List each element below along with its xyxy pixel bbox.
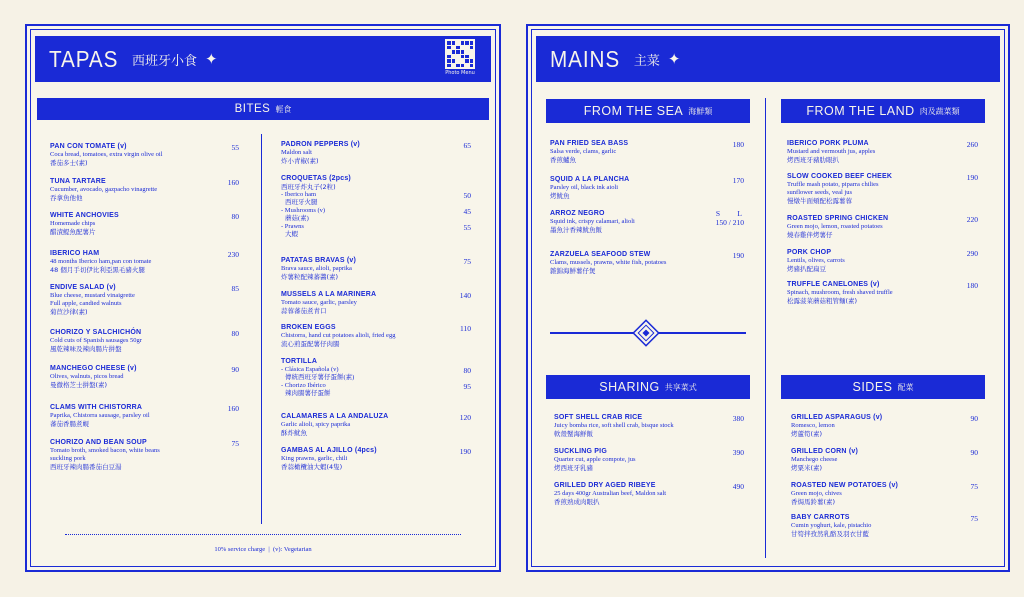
item-description: 48 months Iberico ham,pan con tomate — [50, 258, 152, 265]
option-price: 55 — [463, 223, 471, 232]
land-title-zh: 肉及蔬菜類 — [919, 106, 960, 116]
item-name: PADRON PEPPERS (v) — [281, 141, 360, 148]
item-name-zh: 松露菠菜蘑菇粗管麵(素) — [787, 297, 858, 305]
item-name-zh: 風乾辣味及辣肉腸片拼盤 — [50, 345, 122, 353]
item-description: Romesco, lemon — [791, 422, 835, 429]
item-name: CALAMARES A LA ANDALUZA — [281, 413, 389, 420]
item-name: ENDIVE SALAD (v) — [50, 284, 116, 291]
mains-title: MAINS — [550, 45, 621, 72]
item-name-zh: 香煎鱸魚 — [550, 156, 576, 164]
item-name-zh: 烤魷魚 — [550, 192, 570, 200]
menu-item — [281, 141, 360, 165]
item-description: Blue cheese, mustard vinaigrette — [50, 292, 135, 299]
item-price: 75 — [970, 514, 978, 523]
item-price: 90 — [970, 414, 978, 423]
item-name-zh: 雜錦海鮮薯仔煲 — [550, 267, 596, 275]
sea-title: FROM THE SEA — [583, 104, 684, 118]
dotted-divider — [65, 534, 461, 535]
option-label: - Prawns — [281, 223, 304, 230]
item-price: 55 — [231, 143, 239, 152]
item-name: SOFT SHELL CRAB RICE — [554, 414, 643, 421]
option-label-zh: 傳統西班牙薯仔蛋餅(素) — [285, 374, 355, 381]
qr-code-icon — [445, 39, 475, 69]
item-name: ROASTED NEW POTATOES (v) — [791, 482, 899, 489]
item-price: 150 / 210 — [715, 218, 744, 227]
mains-column-divider — [765, 98, 766, 558]
menu-item — [787, 140, 875, 164]
qr-code[interactable] — [441, 39, 479, 76]
item-name-zh: 香蒜橄欖油大蝦(4隻) — [281, 463, 343, 471]
item-price: 260 — [966, 140, 978, 149]
menu-item — [281, 257, 356, 281]
item-price: 490 — [732, 482, 744, 491]
item-name-zh: 蕃茄香腸煮蜆 — [50, 420, 89, 428]
item-name: GRILLED ASPARAGUS (v) — [791, 414, 883, 421]
option-label: - Chorizo Ibérico — [281, 382, 326, 389]
bites-title-zh: 輕食 — [275, 104, 292, 114]
item-name-zh: 烤蘆筍(素) — [791, 430, 823, 438]
menu-item — [791, 448, 858, 472]
item-name: ROASTED SPRING CHICKEN — [787, 215, 889, 222]
item-name: ARROZ NEGRO — [550, 210, 605, 217]
item-name-zh: 烤豬扒配扁豆 — [787, 265, 826, 273]
tapas-title-zh: 西班牙小食 — [132, 53, 198, 69]
item-description: Spinach, mushroom, fresh shaved truffle — [787, 289, 893, 296]
item-price: 380 — [732, 414, 744, 423]
item-description: Garlic alioli, spicy paprika — [281, 421, 351, 428]
item-option — [281, 382, 331, 398]
item-option — [281, 207, 325, 223]
item-description: Squid ink, crispy calamari, alioli — [550, 218, 635, 225]
item-price: 220 — [966, 215, 978, 224]
item-name-zh: 甘筍拌孜然乳酪及羽衣甘藍 — [791, 530, 869, 538]
item-name: SLOW COOKED BEEF CHEEK — [787, 173, 893, 180]
item-name-zh: 西班牙辣肉腸番茄白豆湯 — [50, 463, 122, 471]
service-charge-note: 10% service charge — [214, 546, 266, 553]
option-label-zh: 蘑菇(素) — [285, 215, 309, 222]
menu-item — [281, 291, 376, 315]
menu-item — [50, 439, 160, 471]
from-the-land-band — [781, 99, 985, 123]
item-name: WHITE ANCHOVIES — [50, 212, 119, 219]
bites-title: BITES — [234, 103, 271, 115]
item-name: PAN FRIED SEA BASS — [550, 140, 629, 147]
sides-band — [781, 375, 985, 399]
item-price: 230 — [227, 250, 239, 259]
item-option — [281, 191, 318, 207]
item-description: Full apple, candied walnuts — [50, 300, 122, 307]
item-price: 160 — [227, 404, 239, 413]
item-description: Salsa verde, clams, garlic — [550, 148, 617, 155]
item-description: Green mojo, lemon, roasted potatoes — [787, 223, 883, 230]
item-price: 90 — [231, 365, 239, 374]
diamond-ornament-icon — [632, 319, 660, 347]
option-label: - Clásica Española (v) — [281, 366, 339, 373]
sharing-band — [546, 375, 750, 399]
item-description: Paprika, Chistorra sausage, parsley oil — [50, 412, 150, 419]
item-name: CHORIZO Y SALCHICHÓN — [50, 329, 142, 336]
column-divider — [261, 134, 262, 524]
item-name: GAMBAS AL AJILLO (4pcs) — [281, 447, 377, 454]
item-name: IBERICO PORK PLUMA — [787, 140, 869, 147]
menu-item — [787, 173, 892, 205]
item-description: Manchego cheese — [791, 456, 838, 463]
bites-band — [37, 98, 489, 120]
footer-note — [27, 546, 499, 553]
menu-item — [554, 448, 636, 472]
item-name-zh: 西班牙炸丸子(2粒) — [281, 183, 336, 191]
item-name: IBERICO HAM — [50, 250, 100, 257]
item-name-zh: 墨魚汁香辣魷魚飯 — [550, 226, 602, 234]
menu-item — [50, 212, 119, 236]
item-description: Green mojo, chives — [791, 490, 842, 497]
menu-item — [550, 210, 635, 234]
item-price: 190 — [459, 447, 471, 456]
item-price: 65 — [463, 141, 471, 150]
item-name: GRILLED DRY AGED RIBEYE — [554, 482, 656, 489]
item-description: Maldon salt — [281, 149, 312, 156]
item-name-zh: 慢燉牛面頰配松露薯蓉 — [787, 197, 852, 205]
menu-item — [554, 482, 666, 506]
item-description: Tomato sauce, garlic, parsley — [281, 299, 357, 306]
option-label-zh: 辣肉腸薯仔蛋餅 — [285, 390, 331, 397]
mains-header-bar — [536, 36, 1000, 82]
item-name: TUNA TARTARE — [50, 178, 106, 185]
menu-item — [787, 281, 893, 305]
menu-item — [787, 249, 845, 273]
menu-item — [791, 482, 898, 506]
item-description: Parsley oil, black ink aioli — [550, 184, 619, 191]
item-price: 190 — [966, 173, 978, 182]
item-name-zh: 番茄多士(素) — [50, 159, 88, 167]
from-the-sea-band — [546, 99, 750, 123]
sharing-title-zh: 共享菜式 — [664, 382, 697, 392]
item-name-zh: 香焗馬鈴薯(素) — [791, 498, 836, 506]
menu-item — [787, 215, 888, 239]
item-description: Cumin yoghurt, kale, pistachio — [791, 522, 872, 529]
qr-label: Photo Menu — [445, 70, 475, 76]
item-price: 80 — [231, 212, 239, 221]
menu-item — [550, 251, 666, 275]
item-price: 390 — [732, 448, 744, 457]
item-description: King prawns, garlic, chili — [281, 455, 348, 462]
item-name: SUCKLING PIG — [554, 448, 607, 455]
option-price: 45 — [463, 207, 471, 216]
item-option — [281, 223, 304, 239]
item-name-zh: 燒春雞伴烤薯仔 — [787, 231, 833, 239]
menu-item — [50, 365, 137, 389]
sharing-title: SHARING — [599, 380, 660, 394]
tapas-header-bar — [35, 36, 491, 82]
footer-separator: | — [268, 546, 270, 553]
item-description: Chistorra, hand cut potatoes alioli, fried egg — [281, 332, 396, 339]
item-description: Lentils, olives, carrots — [787, 257, 845, 264]
item-price: 110 — [460, 324, 471, 333]
item-name: MANCHEGO CHEESE (v) — [50, 365, 137, 372]
item-name: TORTILLA — [281, 358, 318, 365]
item-description: Olives, walnuts, picos bread — [50, 373, 124, 380]
item-price: 75 — [463, 257, 471, 266]
sides-title: SIDES — [852, 380, 893, 394]
item-name: PORK CHOP — [787, 249, 832, 256]
item-description: Quarter cut, apple compote, jus — [554, 456, 636, 463]
item-price: 170 — [732, 176, 744, 185]
menu-item — [281, 447, 377, 471]
item-name-zh: 炸薯粒配辣蕃醬(素) — [281, 273, 339, 281]
item-name: SQUID A LA PLANCHA — [550, 176, 630, 183]
item-description: Juicy bomba rice, soft shell crab, bisque stock — [554, 422, 674, 429]
option-price: 80 — [463, 366, 471, 375]
item-name-zh: 炸小青椒(素) — [281, 157, 319, 165]
item-name: CROQUETAS (2pcs) — [281, 175, 351, 182]
item-name: CHORIZO AND BEAN SOUP — [50, 439, 147, 446]
item-name: BROKEN EGGS — [281, 324, 336, 331]
item-description: Cucumber, avocado, gazpacho vinagrette — [50, 186, 158, 193]
item-name: ZARZUELA SEAFOOD STEW — [550, 251, 651, 258]
item-name-zh: 酥炸魷魚 — [281, 429, 307, 437]
size-small-label: S — [715, 209, 720, 218]
option-price: 50 — [463, 191, 471, 200]
menu-item — [791, 414, 882, 438]
item-name-zh: 48 個月手切伊比利亞黑毛豬火腿 — [50, 266, 145, 274]
item-description: Homemade chips — [50, 220, 96, 227]
item-name-zh: 烤西班牙豬肋眼扒 — [787, 156, 839, 164]
menu-item — [791, 514, 871, 538]
item-name-zh: 吞拿魚他他 — [50, 194, 83, 202]
menu-item — [50, 404, 150, 428]
item-name-zh: 香煎熟成肉眼扒 — [554, 498, 600, 506]
menu-item — [281, 324, 395, 348]
item-description: suckling pork — [50, 455, 86, 462]
menu-item — [554, 414, 674, 438]
item-price: 180 — [966, 281, 978, 290]
item-price: 160 — [227, 178, 239, 187]
item-name: CLAMS WITH CHISTORRA — [50, 404, 143, 411]
menu-item — [50, 329, 142, 353]
option-label: - Iberico ham — [281, 191, 317, 198]
item-name: TRUFFLE CANELONES (v) — [787, 281, 880, 288]
item-option — [281, 366, 354, 382]
item-price: 190 — [732, 251, 744, 260]
tapas-panel — [25, 24, 501, 572]
menu-item — [550, 140, 628, 164]
sparkle-icon: ✦ — [205, 50, 218, 68]
item-price: 90 — [970, 448, 978, 457]
option-price: 95 — [463, 382, 471, 391]
menu-item — [50, 250, 151, 274]
item-price: 290 — [966, 249, 978, 258]
item-description: Tomato broth, smoked bacon, white beans — [50, 447, 160, 454]
item-name-zh: 流心煎蛋配薯仔肉腸 — [281, 340, 340, 348]
item-price: 75 — [970, 482, 978, 491]
item-price: 80 — [231, 329, 239, 338]
mains-panel — [526, 24, 1010, 572]
item-name: MUSSELS A LA MARINERA — [281, 291, 377, 298]
item-name-zh: 菊苣沙律(素) — [50, 308, 88, 316]
menu-item — [50, 143, 163, 167]
item-description: Cold cuts of Spanish sausages 50gr — [50, 337, 142, 344]
item-description: 25 days 400gr Australian beef, Maldon salt — [554, 490, 667, 497]
item-name-zh: 醋漬鯷魚配薯片 — [50, 228, 96, 236]
menu-item — [550, 176, 629, 200]
item-description: sunflower seeds, veal jus — [787, 189, 852, 196]
item-price: 180 — [732, 140, 744, 149]
item-description: Mustard and vermouth jus, apples — [787, 148, 876, 155]
item-name: PAN CON TOMATE (v) — [50, 143, 127, 150]
item-name: GRILLED CORN (v) — [791, 448, 858, 455]
item-name-zh: 烤粟米(素) — [791, 464, 823, 472]
size-large-label: L — [737, 209, 742, 218]
item-price: 85 — [231, 284, 239, 293]
menu-item — [281, 358, 317, 366]
item-name-zh: 曼徹格芝士拼盤(素) — [50, 381, 108, 389]
option-label-zh: 西班牙火腿 — [285, 199, 318, 206]
item-price: 120 — [459, 413, 471, 422]
item-description: Truffle mash potato, piparra chilies — [787, 181, 879, 188]
item-description: Clams, mussels, prawns, white fish, potatoes — [550, 259, 667, 266]
menu-item — [281, 413, 388, 437]
option-label-zh: 大蝦 — [285, 231, 298, 238]
mains-title-zh: 主菜 — [633, 53, 660, 69]
item-price: 140 — [459, 291, 471, 300]
vegetarian-note: (v): Vegetarian — [272, 546, 312, 553]
item-price: 75 — [231, 439, 239, 448]
menu-item — [50, 178, 157, 202]
sparkle-icon: ✦ — [667, 50, 681, 68]
menu-item — [281, 175, 351, 191]
item-name: BABY CARROTS — [791, 514, 850, 521]
tapas-title: TAPAS — [49, 45, 119, 72]
menu-item — [50, 284, 135, 316]
item-name: PATATAS BRAVAS (v) — [281, 257, 357, 264]
land-title: FROM THE LAND — [806, 104, 915, 118]
item-description: Coca bread, tomatoes, extra virgin olive oil — [50, 151, 163, 158]
option-label: - Mushrooms (v) — [281, 207, 326, 214]
item-name-zh: 烤西班牙乳豬 — [554, 464, 593, 472]
sides-title-zh: 配菜 — [897, 382, 914, 392]
item-description: Brava sauce, alioli, paprika — [281, 265, 352, 272]
sea-title-zh: 海鮮類 — [688, 106, 713, 116]
item-name-zh: 軟殼蟹海鮮飯 — [554, 430, 593, 438]
item-name-zh: 蒜蓉蕃茄煮青口 — [281, 307, 327, 315]
